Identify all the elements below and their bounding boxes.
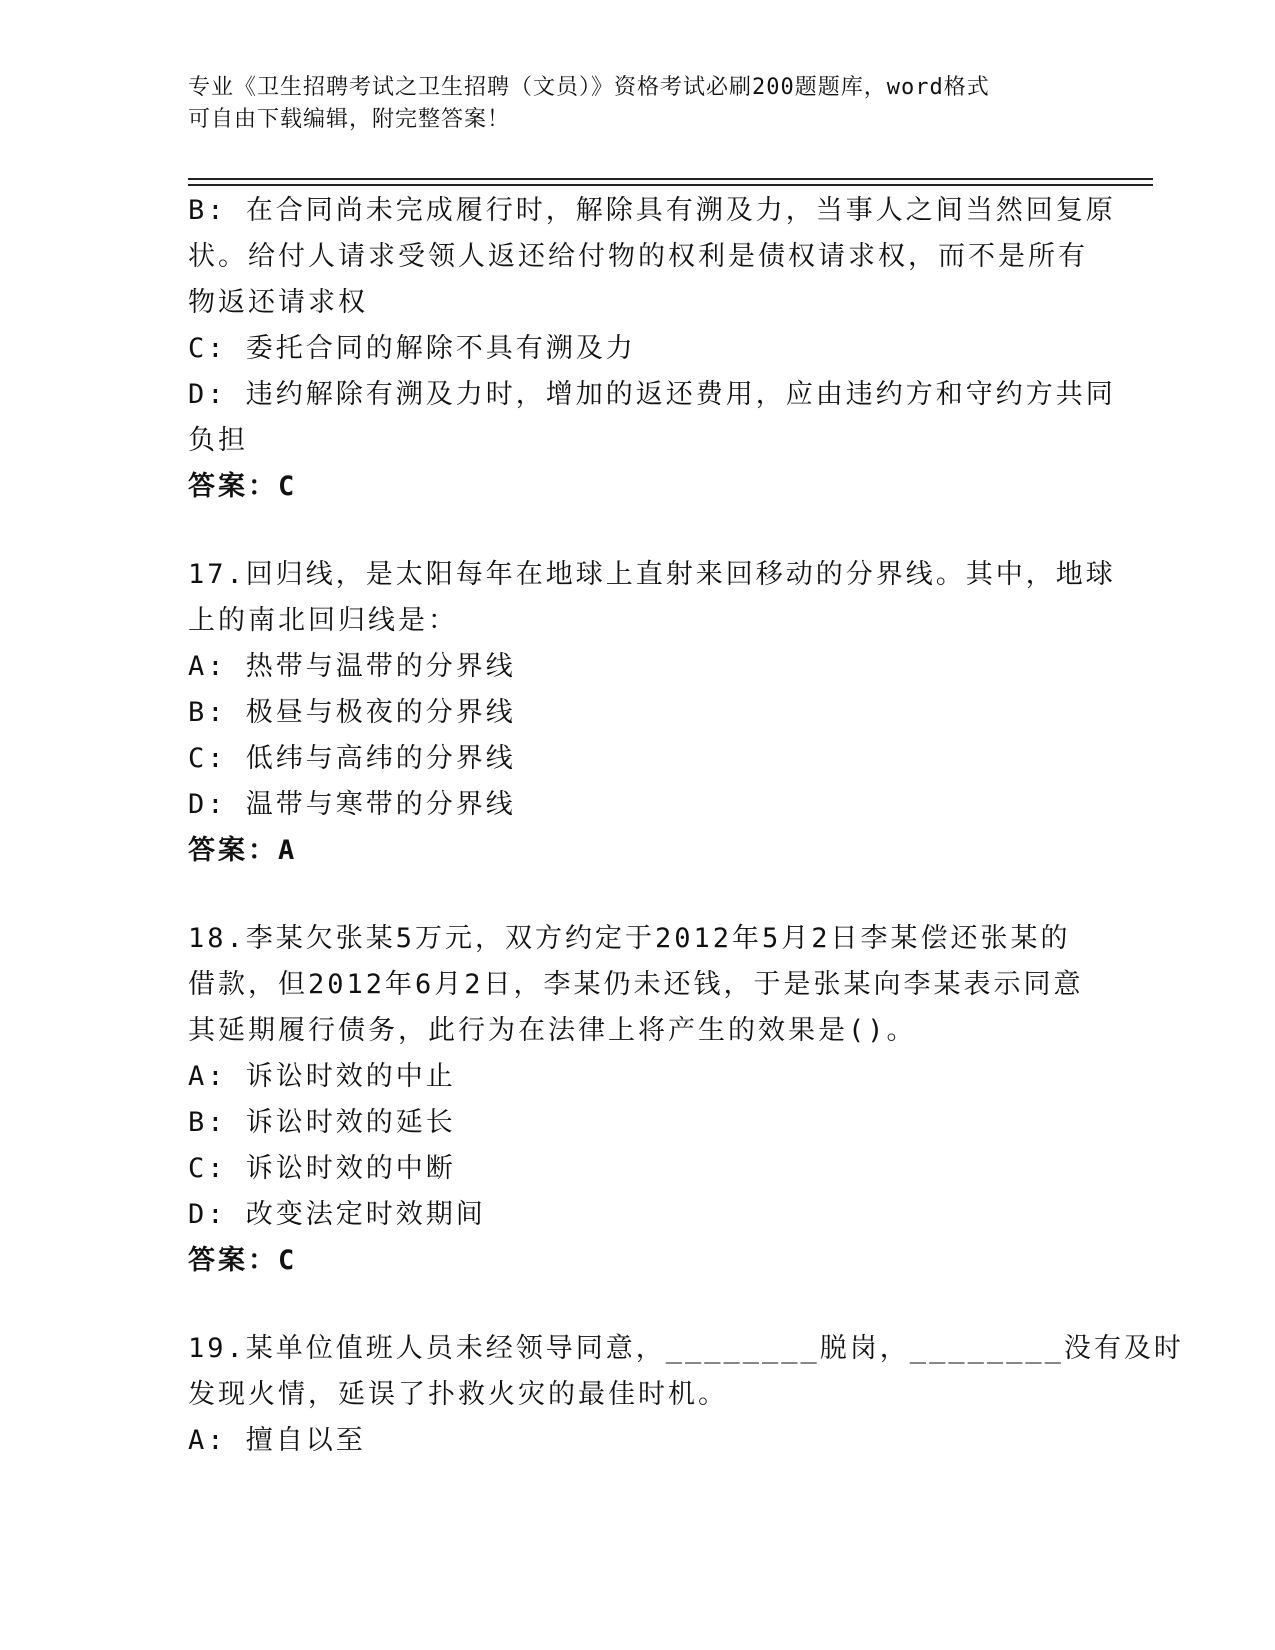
question-line: 发现火情，延误了扑救火灾的最佳时机。 <box>188 1379 728 1410</box>
question-line: B: 诉讼时效的延长 <box>188 1107 456 1138</box>
question-line: 负担 <box>188 425 248 456</box>
answer-line: 答案：A <box>188 835 298 866</box>
document-header <box>188 72 1068 136</box>
question-line: C: 诉讼时效的中断 <box>188 1153 456 1184</box>
question-line: D: 违约解除有溯及力时，增加的返还费用，应由违约方和守约方共同 <box>188 379 1116 410</box>
question-content <box>188 188 1184 1464</box>
question-line: C: 委托合同的解除不具有溯及力 <box>188 333 636 364</box>
question-line: 17.回归线，是太阳每年在地球上直射来回移动的分界线。其中，地球 <box>188 559 1116 590</box>
header-divider-bottom <box>188 184 1153 186</box>
header-title-line2: 可自由下载编辑，附完整答案！ <box>188 107 511 132</box>
answer-line: 答案：C <box>188 1245 298 1276</box>
question-line: C: 低纬与高纬的分界线 <box>188 743 516 774</box>
question-line: A: 热带与温带的分界线 <box>188 651 516 682</box>
header-divider-top <box>188 178 1153 180</box>
question-line: 其延期履行债务，此行为在法律上将产生的效果是()。 <box>188 1015 917 1046</box>
question-block <box>188 552 1116 874</box>
block-spacer <box>188 874 1088 916</box>
question-line: D: 改变法定时效期间 <box>188 1199 486 1230</box>
block-spacer <box>188 1284 1088 1326</box>
header-title-line1: 专业《卫生招聘考试之卫生招聘（文员）》资格考试必刷200题题库，word格式 <box>188 75 990 100</box>
question-line: A: 诉讼时效的中止 <box>188 1061 456 1092</box>
answer-line: 答案：C <box>188 471 298 502</box>
question-block <box>188 1326 1184 1464</box>
question-line: B: 极昼与极夜的分界线 <box>188 697 516 728</box>
question-line: 状。给付人请求受领人返还给付物的权利是债权请求权，而不是所有 <box>188 241 1088 272</box>
question-line: 上的南北回归线是： <box>188 605 458 636</box>
question-line: 19.某单位值班人员未经领导同意，________脱岗，________没有及时 <box>188 1333 1184 1364</box>
question-line: D: 温带与寒带的分界线 <box>188 789 516 820</box>
question-line: B: 在合同尚未完成履行时，解除具有溯及力，当事人之间当然回复原 <box>188 195 1116 226</box>
question-line: A: 擅自以至 <box>188 1425 366 1456</box>
question-block <box>188 188 1116 510</box>
question-line: 物返还请求权 <box>188 287 368 318</box>
block-spacer <box>188 510 1088 552</box>
question-line: 18.李某欠张某5万元，双方约定于2012年5月2日李某偿还张某的 <box>188 923 1071 954</box>
question-line: 借款，但2012年6月2日，李某仍未还钱，于是张某向李某表示同意 <box>188 969 1084 1000</box>
question-block <box>188 916 1088 1284</box>
